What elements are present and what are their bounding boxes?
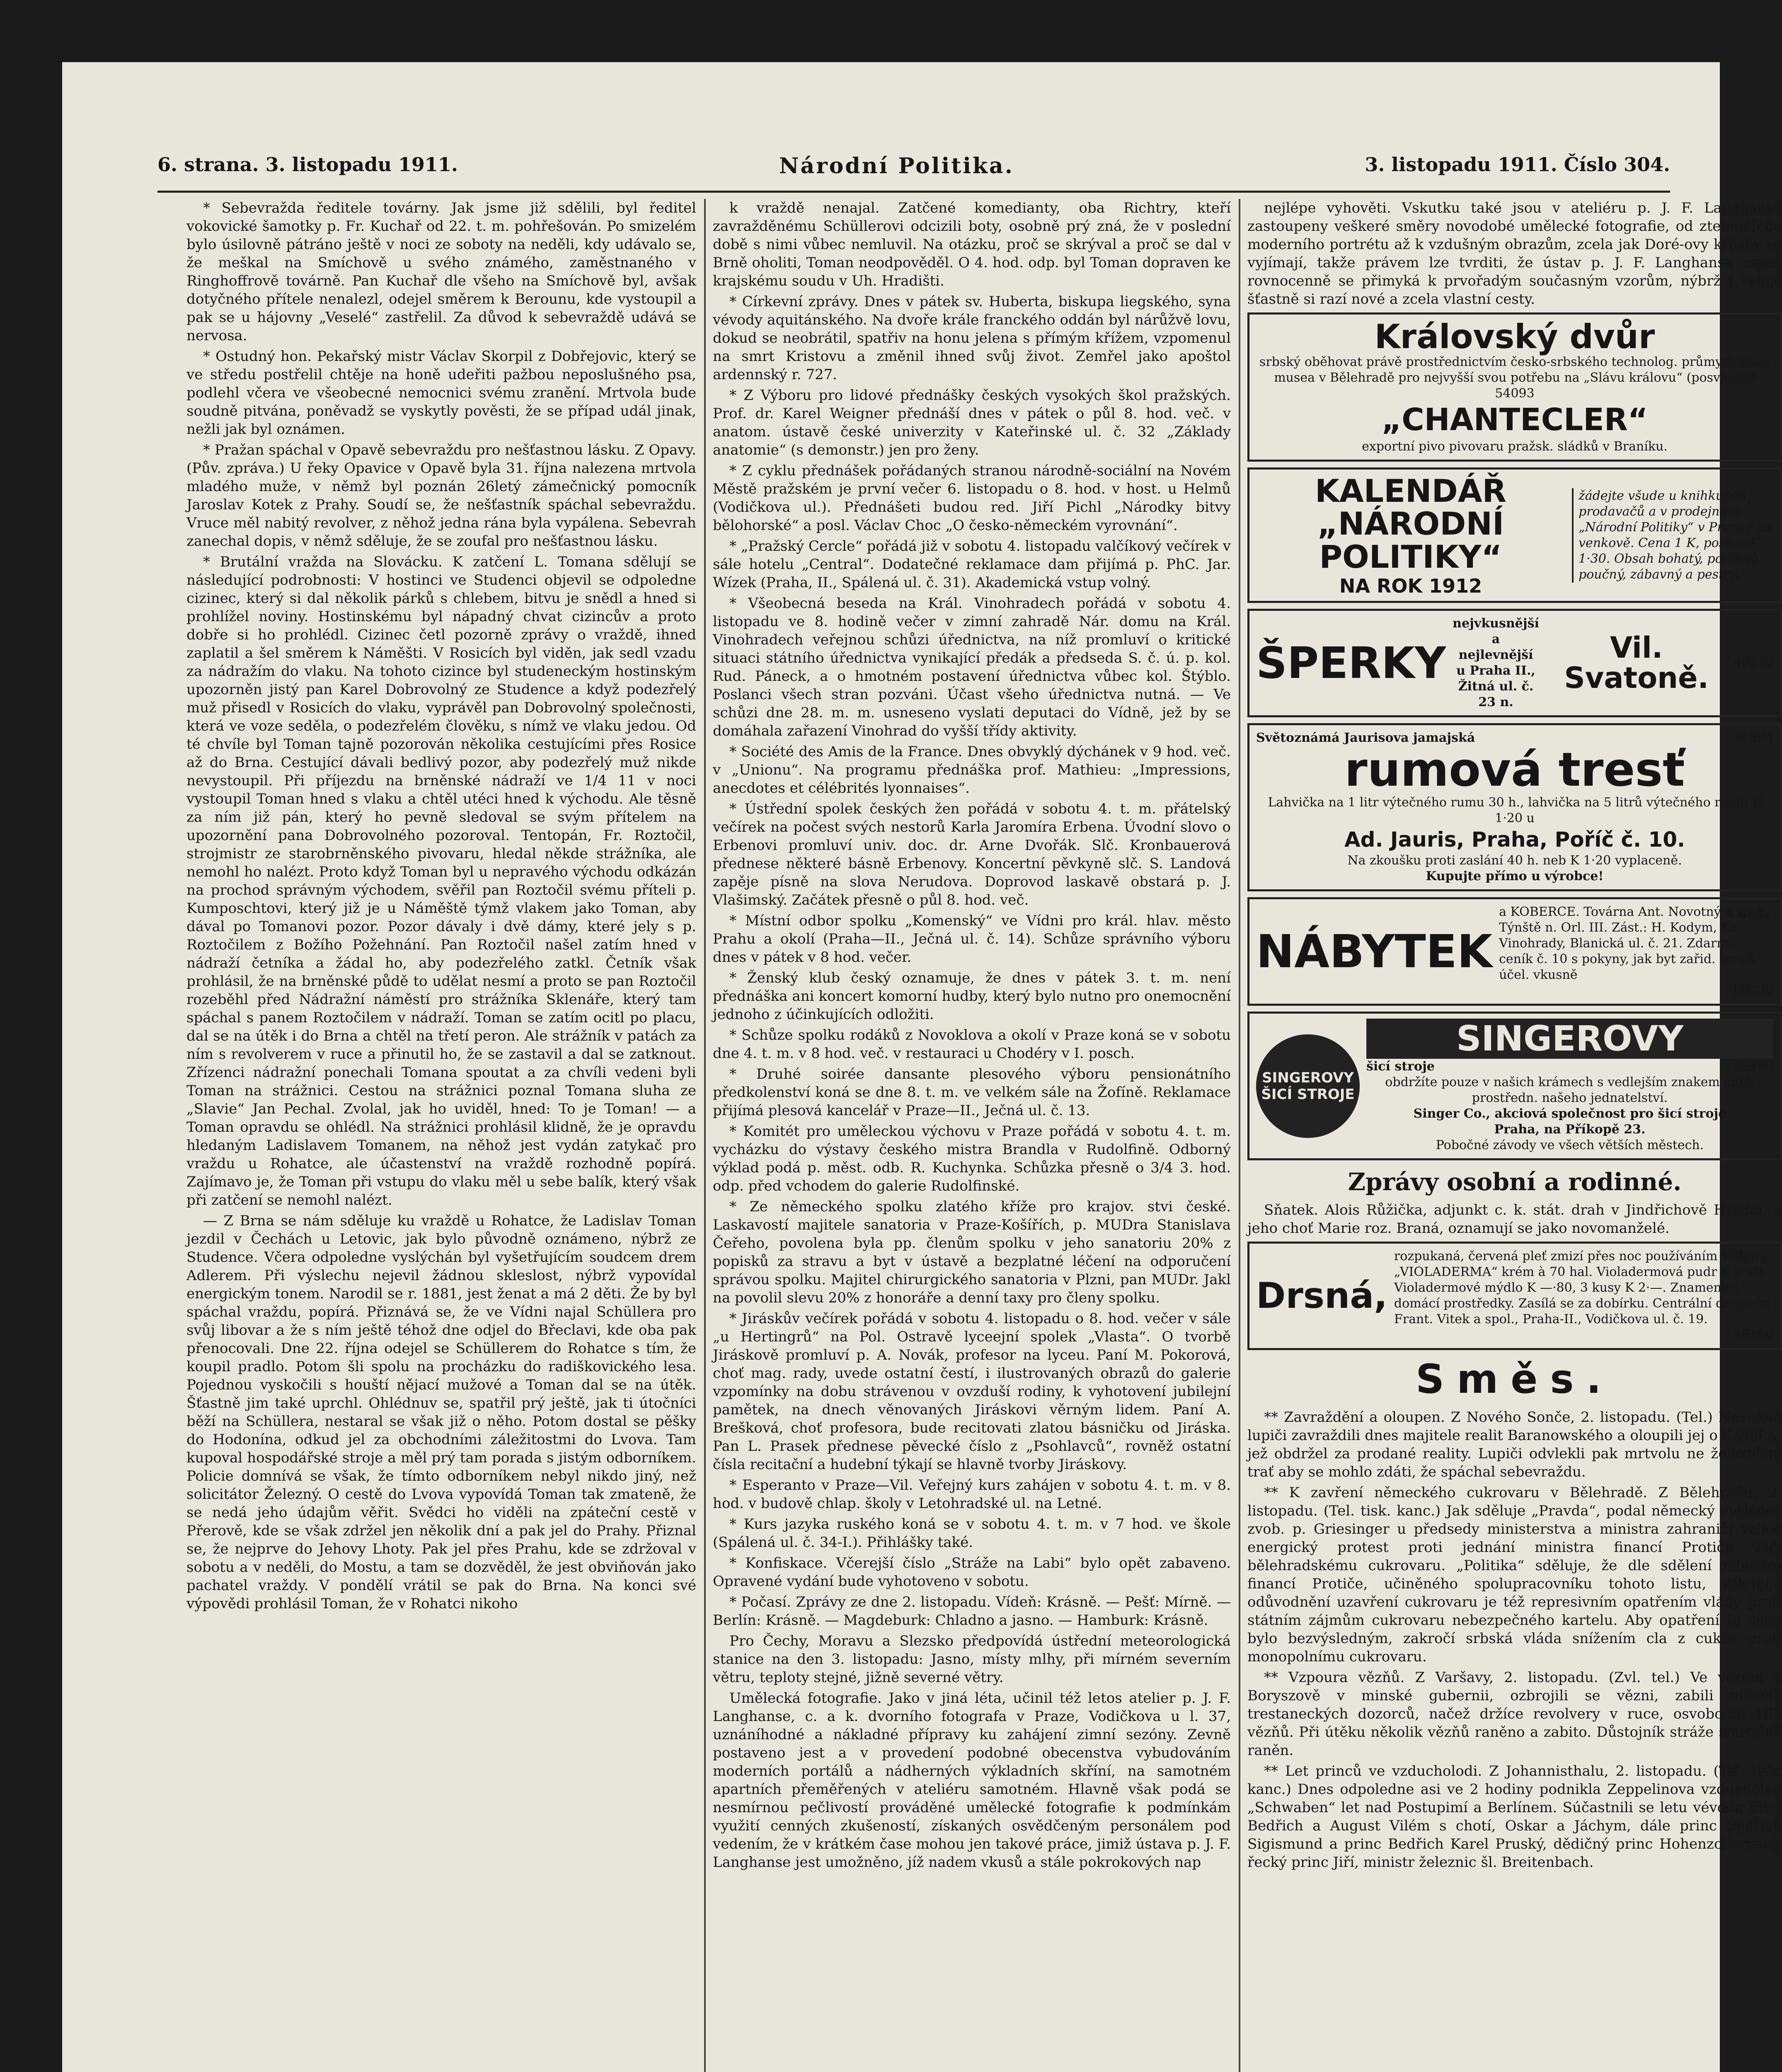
- news-item: k vraždě nenajal. Zatčené komedianty, oba Richtry, kteří zavražděnému Schüllerovi odcizili boty, osobně prý zná, že v poslední době s nimi vůbec nemluvil. Na otázku, proč se skrýval a proč se dal v Brně oholiti, Toman neodpověděl. O 4. hod. odp. byl Toman dopraven ke krajskému soudu v Uh. Hradišti.: [713, 200, 1231, 289]
- ad-year: NA ROK 1912: [1339, 575, 1482, 598]
- news-item: — Z Brna se nám sděluje ku vraždě u Rohatce, že Ladislav Toman jezdil v Čechách u Letovic, jak bylo původně oznámeno, nýbrž ze Studence. Včera odpoledne vyslýchán byl vyšetřujícím soudcem drem Adlerem. Při výslechu nejevil žádnou skleslost, nýbrž vypovídal energickým tonem. Narodil se r. 1881, jest ženat a má 2 děti. Že by byl spáchal vraždu, popírá. Přiznává se, že ve Vídni najal Schüllera pro svůj libovar a že s ním ještě téhož dne odjel do Břeclavi, kde oba pak přenocovali. Dne 22. října odejel se Schüllerem do Rohatce s tím, že koupil pradlo. Potom šli spolu na procházku do radiškovického lesa. Pojednou vyskočili s houští nějací mužové a Toman dal se na útěk. Šťastně jim také uprchl. Ohlédnuv se, spatřil prý ještě, jak ti útočníci běží na Schüllera, nestaral se však již o něho. Potom dostal se pěšky do Hodonína, odkud jel za obchodními záležitostmi do Lvova. Tam kupoval hospodářské stroje a měl prý tam porada s jistým odborníkem. Policie domnívá se však, že tímto odborníkem nebyl nikdo jiný, než solicitátor Železný. O cestě do Lvova vypovídá Toman tak zmateně, že se nedá jeho údajům věřit. Svědci ho viděli na zpáteční cestě v Přerově, kde se však zdržel jen několik dní a pak jel do Prahy. Přiznal se, že nejprve do Jehovy Lhoty. Pak jel přes Prahu, kde se zdržoval v sobotu a v neděli, do Mostu, a tam se dozvěděl, že jest obviňován jako pachatel vraždy. V pondělí vrátil se pak do Brna. Na konci své výpovědi prohlásil Toman, že v Rohatci nikoho: [186, 1213, 696, 1612]
- news-item: * Société des Amis de la France. Dnes obvyklý dýchánek v 9 hod. več. v „Unionu“. Na programu přednáška prof. Mathieu: „Impressions, anecdotes et célébrités lyonnaises“.: [713, 743, 1231, 796]
- ad-title: Královský dvůr: [1374, 317, 1655, 356]
- news-item: * Kurs jazyka ruského koná se v sobotu 4. t. m. v 7 hod. ve škole (Spálená ul. č. 34-I.). Přihlášky také.: [713, 1516, 1231, 1551]
- ad-singer: [1247, 1012, 1782, 1160]
- ad-kralovsky-dvur: [1247, 312, 1782, 462]
- news-item: * Všeobecná beseda na Král. Vinohradech pořádá v sobotu 4. listopadu ve 8. hodině večer v zimní zahradě Nár. domu na Král. Vinohradech veřejnou schůzi úřednictva, na níž promluví o kritické situaci státního úřednictva vynikající předák a předseda S. č. ú. p. kol. Rud. Páneck, a o hmotném postavení úřednictva vůbec kol. Štýblo. Poslanci všech stran pozváni. Účast všeho úřednictva nutná. — Ve schůzi dne 28. m. m. usneseno vyslati deputaci do Vídně, jež by se domáhala zařazení Vinohrad do vyšší třídy aktivity.: [713, 595, 1231, 739]
- column-middle: [713, 199, 1231, 2072]
- ad-title: „NÁRODNÍ: [1317, 505, 1504, 542]
- ad-kalendar: [1247, 467, 1782, 603]
- ad-sperky: [1247, 609, 1782, 717]
- section-title-personal: Zprávy osobní a rodinné.: [1348, 1167, 1682, 1196]
- ad-address: Ad. Jauris, Praha, Poříč č. 10.: [1344, 827, 1685, 852]
- news-item: * Jiráskův večírek pořádá v sobotu 4. listopadu o 8. hod. večer v sále „u Hertingrů“ na Pol. Ostravě lyceejní spolek „Vlasta“. O tvorbě Jiráskově promluví p. A. Novák, profesor na lyceu. Paní M. Pokorová, choť mag. rady, uvede ostatní čestí, i ilustrovaných obrazů do galerie vzpomínky na dobu strávenou v ovzduší rodiny, k vyhotovení jubilejní pamětek, na dnech věnovaných Jiráskovi věrným lidem. Paní A. Brešková, choť profesora, bude recitovati zlatou básničku od Jiráska. Pan L. Prasek přednese pěvecké číslo z „Psohlavců“, rovněž ostatní čísla recitační a hudební týkají se hlavně tvorby Jiráskovy.: [713, 1310, 1231, 1473]
- news-item: * Ústřední spolek českých žen pořádá v sobotu 4. t. m. přátelský večírek na počest svých nestorů Karla Jaromíra Erbena. Úvodní slovo o Erbenovi promluví univ. doc. dr. Arne Dvořák. Slč. Kronbauerová přednese některé básně Erbenovy. Koncertní pěvkyně slč. S. Landová zapěje písně na slova Nerudova. Doprovod laskavě obstará p. J. Vlašimský. Začátek přesně o půl 8. hod. več.: [713, 801, 1231, 908]
- singer-logo: [1256, 1034, 1360, 1138]
- ad-text: Kupujte přímo u výrobce!: [1426, 869, 1604, 884]
- news-item: * Z Výboru pro lidové přednášky českých vysokých škol pražských. Prof. dr. Karel Weigner přednáší dnes v pátek o půl 8. hod. več. v anatom. ústavě české univerzity v Kateřinské ul. č. 32 „Základy anatomie“ (s demonstr.) jen pro ženy.: [713, 387, 1231, 458]
- ad-text: a KOBERCE. Továrna Ant. Novotný a spol., Týnště n. Orl. III. Zást.: H. Kodym, Kr. Vinohrady, Blanická ul. č. 21. Zdarma ceník č. 10 s pokyny, jak byt zařid. levně, účel. vkusně: [1499, 905, 1770, 983]
- ad-brand: „CHANTECLER“: [1381, 402, 1648, 438]
- ad-title: Drsná,: [1256, 1275, 1387, 1317]
- news-item: * Ostudný hon. Pekařský mistr Václav Skorpil z Dobřejovic, který se ve středu postřelil chtěje na honě udeřiti pažbou neposlušného psa, podlehl včera ve všeobecné nemocnici svému zranění. Mrtvola bude soudně pitvána, poněvadž se vyskytly pověsti, že se případ udál jinak, nežli jak byl oznámen.: [186, 348, 696, 438]
- ad-singer-body: [1366, 1019, 1773, 1153]
- ad-name: Vil. Svatoně.: [1564, 630, 1709, 695]
- ad-title: SINGEROVY: [1366, 1019, 1773, 1058]
- news-item: * Esperanto v Praze—Vil. Veřejný kurs zahájen v sobotu 4. t. m. v 8. hod. v budově chlap. školy v Letohradské ul. na Letné.: [713, 1477, 1231, 1512]
- ad-text: Lahvička na 1 litr výtečného rumu 30 h., lahvička na 5 litrů výtečného rumu K 1·20 u: [1268, 795, 1762, 825]
- ad-kalendar-title-block: [1256, 474, 1565, 596]
- ad-text: srbský oběhovat právě prostřednictvím česko-srbského technolog. průmyslového musea v Bělehradě pro nejvyšší svou potřebu na „Slávu královu“ (posvícení) 54093: [1259, 355, 1770, 401]
- newspaper-page: [62, 62, 1782, 2072]
- ad-rum: [1247, 723, 1782, 891]
- ad-title: NÁBYTEK: [1256, 925, 1493, 978]
- news-item: * Brutální vražda na Slovácku. K zatčení L. Tomana sdělují se následující podrobnosti: V hostinci ve Studenci objevil se odpoledne cizinec, který si dal několik párků s chlebem, bitvu je snědl a hned si prohlížel noviny. Hostinskému byl nápadný chvat cizincův a proto dobře si ho prohlédl. Cizinec četl pozorně zprávy o vraždě, ihned zaplatil a šel směrem k Náměšti. V Rosicích byl viděn, jak sedl vzadu za nádražím do vlaku. Na tohoto cizince byl studeneckým hostinským upozorněn jistý pan Karel Dobrovolný ze Studence a když podezřelý muž přisedl v Rosicích do vlaku, vyprávěl pan Dobrovolný společnosti, která ve voze seděla, o podezřelém člověku, s nímž ve vlaku jedou. Od té chvíle byl Toman tajně pozorován několika cestujícími přes Rosice až do Brna. Cestující dávali bedlivý pozor, aby podezřelý muž nikde nevystoupil. Při příjezdu na brněnské nádraží ve 1/4 11 v noci vystoupil Toman hned s vlaku a chtěl utéci hned k východu. Ale těsně za ním již pán, který ho pevně sledoval se svým přítelem na upozornění pana Dobrovolného pozoroval. Tentopán, Fr. Roztočil, strojmistr ze starobrněnského pivovaru, hledal někde strážníka, ale nemohl ho nalézt. Proto když Toman byl u nepravého východu odkázán na prochod správným východem, svěřil pan Roztočil svému příteli p. Kumposchtovi, který již je u Náměště týmž vlakem jako Toman, aby dával po Tomanovi pozor. Pozor dávaly i dvě dámy, které jely s p. Roztočilem z Božího Požehnání. Pan Roztočil našel zatím hned v nádraží četníka a žádal ho, aby podezřelého zatkl. Četník však prohlásil, že na brněnské půdě to udělat nesmí a proto se pan Roztočil rozeběhl před Nádražní náměstí pro strážníka Sklenáře, který tam spáchal s panem Roztočilem v nádraží. Toman se zatím ocitl po placu, dal se na útěk i do Brna a chtěl na třetí peron. Ale strážník v patách za ním s revolverem v ruce a přinutil ho, že se zastavil a dal se zatknout. Zřízenci nádražní ponechali Tomana spoutat a za chvíli vedeni byli Toman na strážnici. Cestou na strážnici poznal Tomana sluha ze „Slavie“ Jan Pechal. Zvolal, jak ho uviděl, hned: To je Toman! — a Toman opravdu se ohlédl. Na strážnici prohlásil klidně, že je opravdu hledaným Ladislavem Tomanem, na něhož jest vydán zatykač pro vraždu u Rohatce, ale účastenství na vraždě rozhodně popírá. Zajímavo je, že Toman při vstupu do vlaku měl u sebe balík, který však při zatčení se nemohl nalézt.: [186, 554, 696, 1208]
- ad-code: 46575: [1734, 656, 1773, 670]
- news-item: * Ze německého spolku zlatého kříže pro krajov. stvi české. Laskavostí majitele sanatoria v Praze-Košířích, p. MUDra Stanislava Čeřeho, povolena byla pp. členům spolku v jeho sanatoriu 20% z popisků za stravu a byt v ústavě a bezplatné léčení na odporučení správou spolku. Majitel chirurgického sanatoria v Plzni, pan MUDr. Jakl na povolil slevu 20% z honoráře a denní taxy pro členy spolku.: [713, 1198, 1231, 1306]
- news-item: * Ženský klub český oznamuje, že dnes v pátek 3. t. m. není přednáška ani koncert komorní hudby, který bylo nutno pro onemocnění jednoho z účinkujících odložiti.: [713, 970, 1231, 1023]
- news-item: Sňatek. Alois Růžička, adjunkt c. k. stát. drah v Jindřichově Hradci, a jeho choť Marie roz. Braná, oznamují se jako novomanželé.: [1247, 1201, 1782, 1237]
- ad-drsna-body: [1394, 1249, 1773, 1343]
- ad-footer: Pobočné závody ve všech větších městech.: [1436, 1138, 1704, 1152]
- news-item: * Církevní zprávy. Dnes v pátek sv. Huberta, biskupa liegského, syna vévody aquitánského. Na dvoře krále franckého oddán byl nárůžvě lovu, dokud se neobrátil, spatřiv na honu jelena s přímým křížem, vzpomenul na smrt Kristovu a změnil ihned svůj život. Zemřel jako apoštol ardennský r. 727.: [713, 293, 1231, 383]
- ad-nabytek-body: [1499, 904, 1773, 999]
- header-left: 6. strana. 3. listopadu 1911.: [157, 153, 458, 176]
- news-item: * Z cyklu přednášek pořádaných stranou národně-sociální na Novém Městě pražském je první večer 6. listopadu o 8. hod. v host. u Helmů (Vodičkova ul.). Přednášeti budou red. Jiří Pichl „Národky bitvy bělohorské“ a posl. Václav Choc „O česko-německém vyrovnání“.: [713, 462, 1231, 534]
- news-item: nejlépe vyhověti. Vskutku také jsou v ateliéru p. J. F. Langhanse zastoupeny veškeré směry novodobé umělecké fotografie, od ztemnělého moderního portrétu až k vzdušným obrazům, zcela jak Doré-ovy kresby se vyjímají, takže právem lze tvrditi, že ústav p. J. F. Langhanse nejen rovnocenně se přimyká k prvořadým současným vzorům, nýbrž i velice šťastně si razí nové a zcela vlastní cesty.: [1247, 200, 1782, 307]
- news-item: * Pražan spáchal v Opavě sebevraždu pro nešťastnou lásku. Z Opavy. (Pův. zpráva.) U řeky Opavice v Opavě byla 31. října nalezena mrtvola mladého muže, v němž byl poznán 26letý zámečnický pomocník Jaroslav Kotek z Prahy. Soudí se, že nešťastník spáchal sebevraždu. Vruce měl nabitý revolver, z něhož jedna rána byla vypálena. Sebevrah zanechal dopis, v němž sděluje, že se zoufal pro nešťastnou lásku.: [186, 442, 696, 549]
- section-title-misc: Směs.: [1416, 1356, 1614, 1402]
- ad-company: Singer Co., akciová společnost pro šicí stroje: [1413, 1106, 1726, 1121]
- news-item: * „Pražský Cercle“ pořádá již v sobotu 4. listopadu valčíkový večírek v sále hotelu „Central“. Dodatečné reklamace dam přijímá p. PhC. Jar. Wízek (Praha, II., Spálená ul. č. 31). Akademická vstup volný.: [713, 538, 1231, 591]
- news-item: * Schůze spolku rodáků z Novoklova a okolí v Praze koná se v sobotu dne 4. t. m. v 8 hod. več. v restauraci u Chodéry v I. posch.: [713, 1027, 1231, 1062]
- ad-subtitle: šicí stroje: [1366, 1059, 1435, 1074]
- ad-footer: exportní pivo pivovaru pražsk. sládků v Braníku.: [1362, 439, 1668, 454]
- news-item: * Sebevražda ředitele továrny. Jak jsme již sdělili, byl ředitel vokovické šamotky p. Fr. Kuchař od 22. t. m. pohřešován. Po smizelém bylo úsilovně pátráno ještě v noci ze soboty na neděli, kdy udávalo se, že meškal na Smíchově u svého známého, zaměstnaného v Ringhoffrově továrně. Pan Kuchař dle všeho na Smíchově byl, avšak dotyčného přítele nenalezl, odejel směrem k Berounu, kde vystoupil a pak se u hájovny „Veselé“ zastřelil. Za důvod k sebevraždě udává se nervosa.: [186, 200, 696, 344]
- column-left: [186, 199, 696, 2072]
- ad-code: U 294: [1735, 731, 1773, 746]
- news-item: Pro Čechy, Moravu a Slezsko předpovídá ústřední meteorologická stanice na den 3. listopadu: Jasno, místy mlhy, při mírném severním větru, teploty stejné, jižně severné větry.: [713, 1633, 1231, 1686]
- news-item: * Druhé soirée dansante plesového výboru pensionátního předkolenství koná se dne 8. t. m. ve velkém sále na Žofíně. Reklamace přijímá plesová kancelář v Praze—II., Ječná ul. č. 13.: [713, 1066, 1231, 1119]
- ad-drsna: [1247, 1242, 1782, 1350]
- news-item: ** Let princů ve vzducholodi. Z Johannisthalu, 2. listopadu. (Tel. tisk. kanc.) Dnes odpoledne asi ve 2 hodiny podnikla Zeppelinova vzducholoď „Schwaben“ let nad Postupimí a Berlínem. Súčastnili se letu vévoda Eitel Bedřich a August Vilém s chotí, Oskar a Jáchym, dále princ Bedřich Sigismund a princ Bedřich Karel Pruský, dědičný princ Hohenzollernský, řecký princ Jiří, ministr železnic šl. Breitenbach.: [1247, 1762, 1782, 1871]
- news-item: * Místní odbor spolku „Komenský“ ve Vídni pro král. hlav. město Prahu a okolí (Praha—II., Ječná ul. č. 14). Schůze správního výboru dnes v pátek v 8 hod. večer.: [713, 913, 1231, 966]
- news-item: ** Zavraždění a oloupen. Z Nového Sonče, 2. listopadu. (Tel.) Neznámí lupiči zavraždili dnes majitele realit Baranowského a oloupili jej o 8.000 K, jež obdržel za prodané reality. Lupiči odvlekli pak mrtvolu ne železniční trať aby se mohlo zdáti, že spáchal sebevraždu.: [1247, 1409, 1782, 1480]
- news-item: Umělecká fotografie. Jako v jiná léta, učinil též letos atelier p. J. F. Langhanse, c. a k. dvorního fotografa v Praze, Vodičkova u l. 37, uznáníhodné a nákladné přípravy ku zahájení zimní sezóny. Zevně postaveno jest a v provedení podobné obecenstva vybudováním moderních portálů a nádherných výkladních skříní, na samotném apartních přeměřených v ateliéru samotném. Hlavně však podá se nesmírnou pečlivostí prováděné umělecké fotografie k podmínkám využití cenných zkušeností, získaných osvědčeným personálem pod vedením, že v krátkém čase mohou jen takové práce, jimiž ústava p. J. F. Langhanse jest umožněno, jíž nadem vkusů a stále pokrokových nap: [713, 1690, 1231, 1871]
- article-columns: [186, 199, 1782, 2072]
- news-item: ** Vzpoura vězňů. Z Varšavy, 2. listopadu. (Zvl. tel.) Ve vězení v Boryszově v minské gubernii, ozbrojili se vězni, zabili několik trestaneckých dozorců, načež držíce revolvery v ruce, osvobodili 105 vězňů. Při útěku několik vězňů raněno a zabito. Důstojník stráže smrtelně raněn.: [1247, 1669, 1782, 1759]
- ad-code: 48163: [1734, 1059, 1773, 1074]
- ad-title: POLITIKY“: [1319, 538, 1502, 576]
- ad-title: ŠPERKY: [1256, 637, 1446, 688]
- ad-text: Světoznámá Jaurisova jamajská: [1256, 731, 1475, 746]
- ad-address: Praha, na Příkopě 23.: [1494, 1122, 1646, 1137]
- ad-title: rumová tresť: [1344, 743, 1685, 797]
- ad-text: nejvkusnější a nejlevnější u Praha II., Žitná ul. č. 23 n.: [1453, 616, 1539, 710]
- masthead-title: Národní Politika.: [779, 153, 1014, 179]
- column-rule: [1239, 199, 1240, 2072]
- page-header: [157, 141, 1670, 193]
- ad-title: KALENDÁŘ: [1315, 472, 1507, 509]
- column-right: [1247, 199, 1782, 2072]
- ad-code: 56738: [1734, 983, 1773, 998]
- ad-text: Na zkoušku proti zaslání 40 h. neb K 1·20 vyplaceně.: [1347, 853, 1682, 868]
- news-item: * Počasí. Zprávy ze dne 2. listopadu. Vídeň: Krásně. — Pešť: Mírně. — Berlín: Krásně. — Magdeburk: Chladno a jasno. — Hamburk: Krásně.: [713, 1594, 1231, 1629]
- ad-text: žádejte všude u knihkupců, prodavačů a v prodejnách „Národní Politiky“ v Praze i na venkově. Cena 1 K, poštou K 1·30. Obsah bohatý, poutavý, poučný, zábavný a pestrý.: [1572, 488, 1773, 583]
- ad-code: 46156: [1734, 1327, 1773, 1342]
- column-rule: [704, 199, 706, 2072]
- ad-singer-sub: [1366, 1059, 1773, 1075]
- ad-text: obdržíte pouze v našich krámech s vedlejším znakem aneb prostředn. našeho jednatelství.: [1385, 1075, 1755, 1105]
- header-right: 3. listopadu 1911. Číslo 304.: [1365, 153, 1670, 176]
- ad-nabytek: [1247, 897, 1782, 1006]
- news-item: * Konfiskace. Včerejší číslo „Stráže na Labi“ bylo opět zabaveno. Opravené vydání bude vyhotoveno v sobotu.: [713, 1555, 1231, 1590]
- ad-text: rozpukaná, červená pleť zmizí přes noc používáním Vitkovy „VIOLADERMA“ krém à 70 hal. Violadermová pudr K 1·40, Violadermové mýdlo K —·80, 3 kusy K 2·—. Znamenité domácí prostředky. Zasílá se za dobírku. Centrální drogerie Frant. Vitek a spol., Praha-II., Vodičkova ul. č. 19.: [1394, 1249, 1770, 1326]
- singer-logo-text: SINGEROVY ŠICÍ STROJE: [1261, 1069, 1355, 1103]
- news-item: ** K zavření německého cukrovaru v Bělehradě. Z Bělehradu, 2. listopadu. (Tel. tisk. kanc.) Jak sděluje „Pravda“, podal německý vyslanec zvob. p. Griesinger u předsedy ministerstva a ministra zahraničí velice energický protest proti jednání ministra financí Protiče vůči bělehradskému cukrovaru. „Politika“ sděluje, že dle sdělení ministra financí Protiče, učiněného spolupracovníku tohoto listu, zákonné odůvodnění uzavření cukrovaru je též represivním opatřením vlády proti státním zájmům cukrovaru nebezpečného kartelu. Aby opatření to snad bylo bezvýsledným, zakročí srbská vláda snížením cla z cukru proti monopolnímu cukrovaru.: [1247, 1484, 1782, 1665]
- news-item: * Komitét pro uměleckou výchovu v Praze pořádá v sobotu 4. t. m. vycházku do výstavy českého mistra Brandla v Rudolfině. Odborný výklad podá p. měst. odb. R. Kuchynka. Schůzka přesně o 3/4 3. hod. odp. před vchodem do galerie Rudolfinské.: [713, 1123, 1231, 1194]
